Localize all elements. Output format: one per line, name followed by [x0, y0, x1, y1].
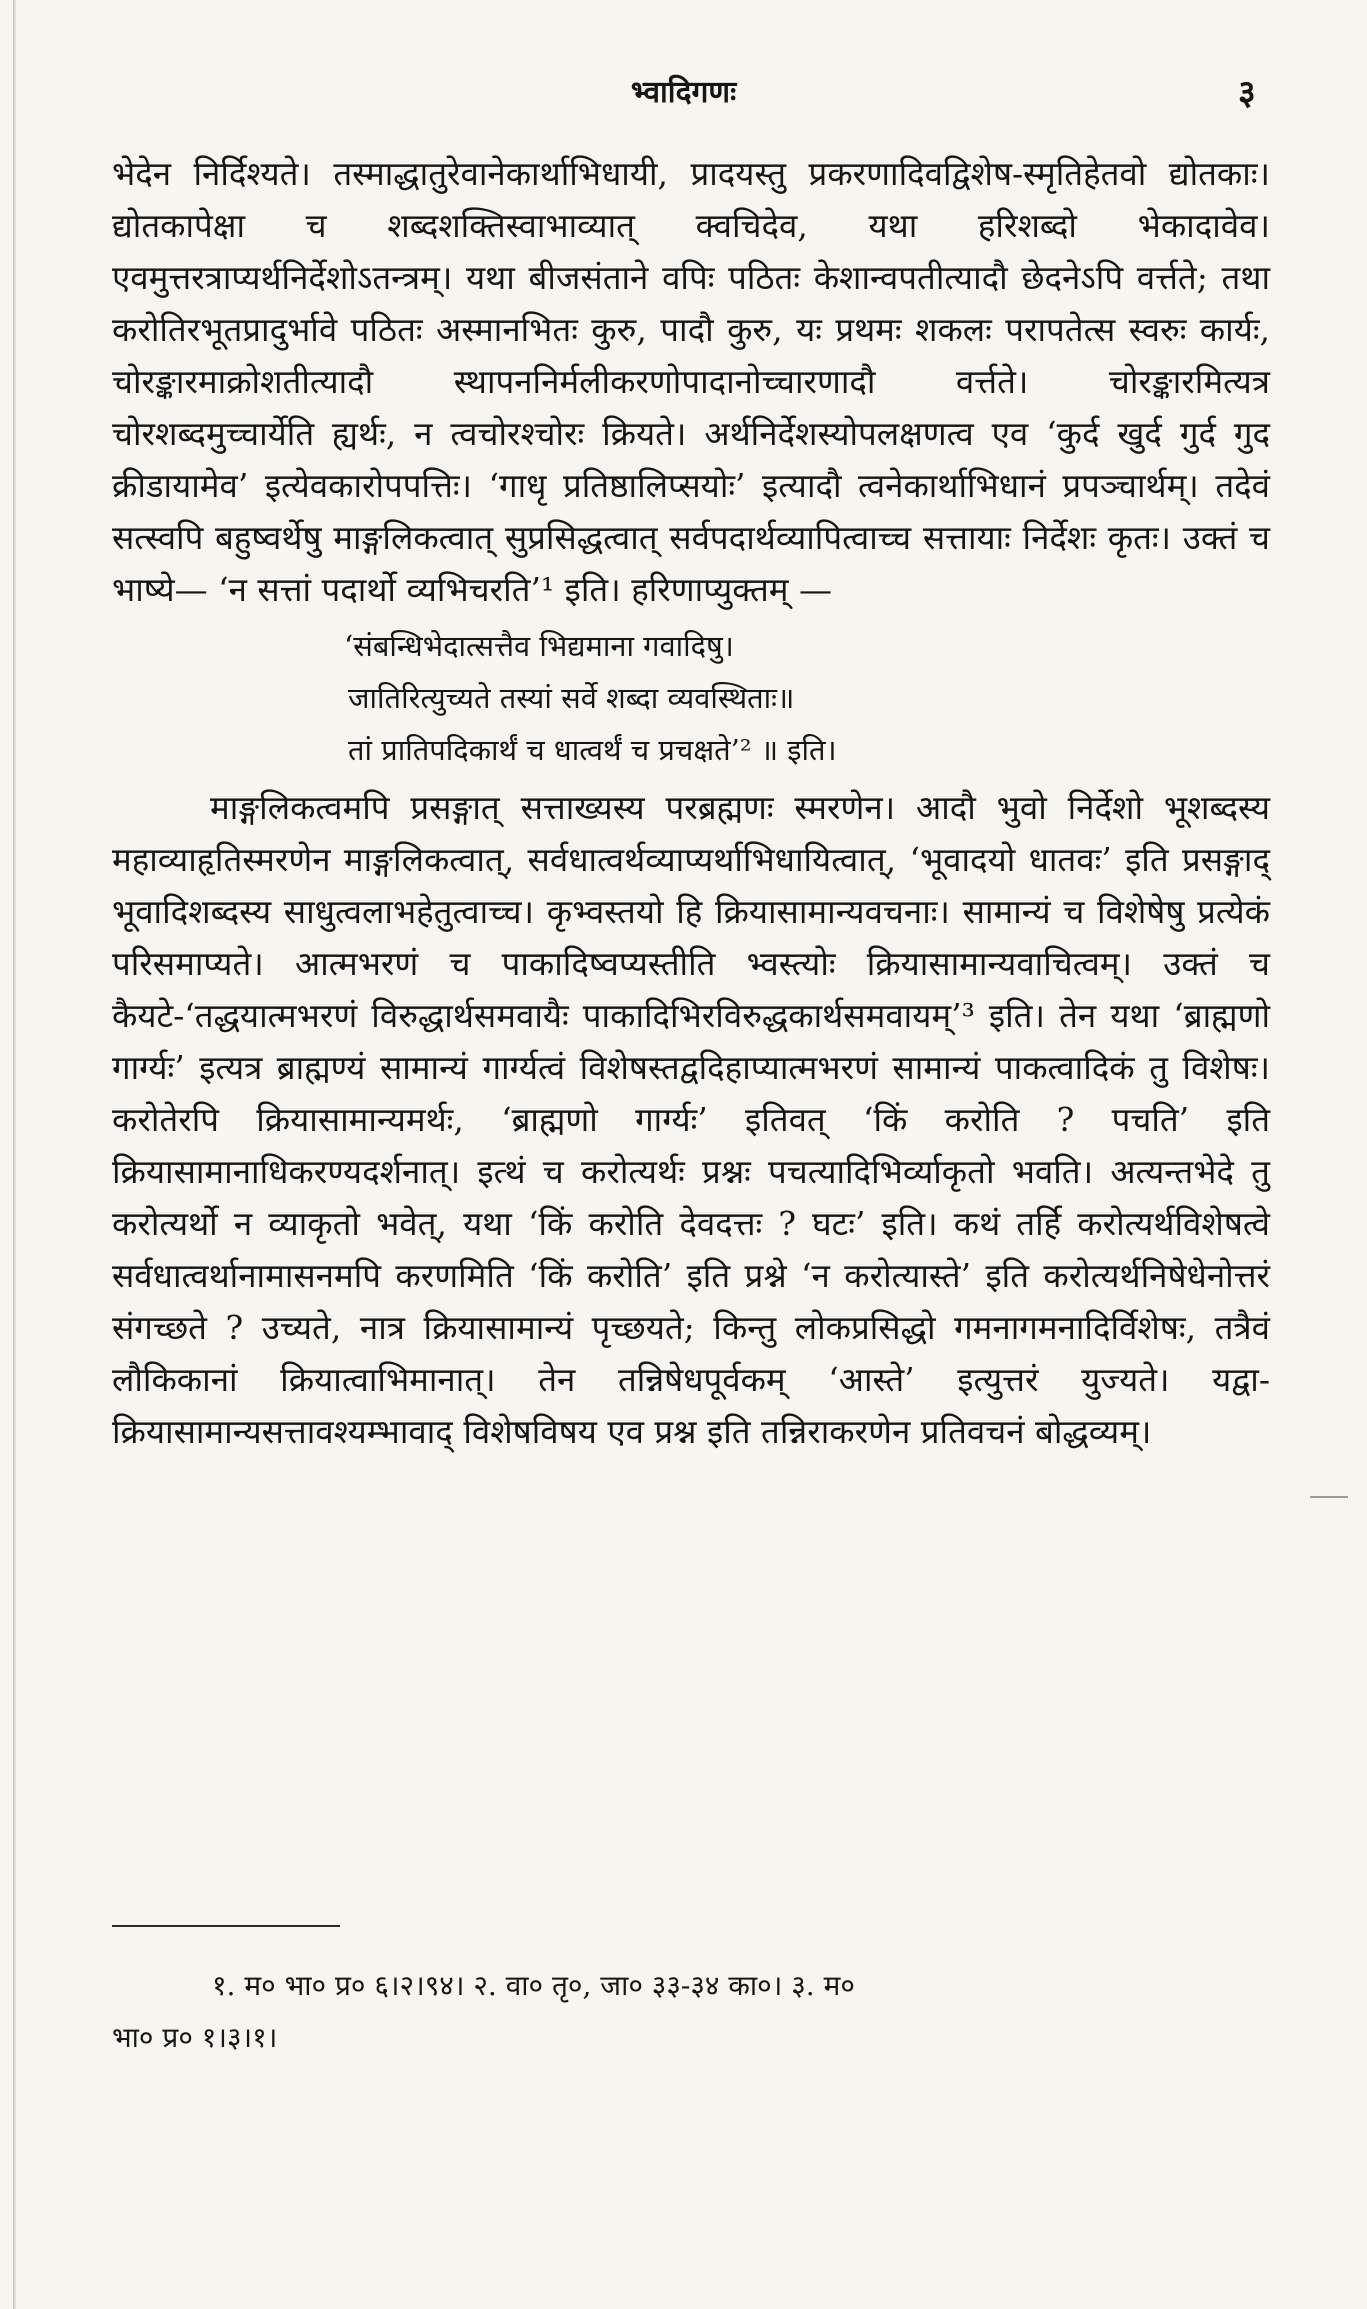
- section-title: भ्वादिगणः: [630, 75, 737, 110]
- verse-line-1: ‘संबन्धिभेदात्सत्तैव भिद्यमाना गवादिषु।: [344, 629, 734, 663]
- page-number: ३: [1238, 73, 1256, 113]
- running-header: [0, 64, 1367, 124]
- footnote-line-2: भा० प्र० १।३।१।: [112, 2021, 278, 2054]
- verse-line-2: जातिरित्युच्यते तस्यां सर्वे शब्दा व्यवस्थिताः॥: [348, 681, 795, 715]
- footnotes: [112, 1960, 1270, 2064]
- binding-edge: [13, 0, 16, 2309]
- margin-mark: [1310, 1496, 1348, 1498]
- footnote-separator: [112, 1925, 340, 1927]
- paragraph-1: भेदेन निर्दिश्यते। तस्माद्धातुरेवानेकार्थाभिधायी, प्रादयस्तु प्रकरणादिवद्विशेष-स्मृतिहेतवो द्योतकाः। द्योतकापेक्षा च शब्दशक्तिस्वाभाव्यात् क्वचिदेव, यथा हरिशब्दो भेकादावेव। एवमुत्तरत्राप्यर्थनिर्देशोऽतन्त्रम्। यथा बीजसंताने वपिः पठितः केशान्वपतीत्यादौ छेदनेऽपि वर्त्तते; तथा करोतिरभूतप्रादुर्भावे पठितः अस्मानभितः कुरु, पादौ कुरु, यः प्रथमः शकलः परापतेत्स स्वरुः कार्यः, चोरङ्कारमाक्रोशतीत्यादौ स्थापननिर्मलीकरणोपादानोच्चारणादौ वर्त्तते। चोरङ्कारमित्यत्र चोरशब्दमुच्चार्येति ह्यर्थः, न त्वचोरश्चोरः क्रियते। अर्थनिर्देशस्योपलक्षणत्व एव ‘कुर्द खुर्द गुर्द गुद क्रीडायामेव’ इत्येवकारोपपत्तिः। ‘गाधृ प्रतिष्ठालिप्सयोः’ इत्यादौ त्वनेकार्थाभिधानं प्रपञ्चार्थम्। तदेवं सत्स्वपि बहुष्वर्थेषु माङ्गलिकत्वात् सुप्रसिद्धत्वात् सर्वपदार्थव्यापित्वाच्च सत्तायाः निर्देशः कृतः। उक्तं च भाष्ये— ‘न सत्तां पदार्थो व्यभिचरति’¹ इति। हरिणाप्युक्तम् —: [112, 154, 1270, 609]
- main-text: [112, 148, 1270, 1458]
- quoted-verse: [112, 620, 1270, 776]
- verse-line-3: तां प्रातिपदिकार्थं च धात्वर्थं च प्रचक्षते’² ॥ इति।: [348, 733, 837, 767]
- footnote-line-1: १. म० भा० प्र० ६।२।९४। २. वा० तृ०, जा० ३३-३४ का०। ३. म०: [212, 1969, 855, 2002]
- paragraph-2: माङ्गलिकत्वमपि प्रसङ्गात् सत्ताख्यस्य परब्रह्मणः स्मरणेन। आदौ भुवो निर्देशो भूशब्दस्य महाव्याहृतिस्मरणेन माङ्गलिकत्वात्, सर्वधात्वर्थव्याप्यर्थाभिधायित्वात्, ‘भूवादयो धातवः’ इति प्रसङ्गाद् भूवादिशब्दस्य साधुत्वलाभहेतुत्वाच्च। कृभ्वस्तयो हि क्रियासामान्यवचनाः। सामान्यं च विशेषेषु प्रत्येकं परिसमाप्यते। आत्मभरणं च पाकादिष्वप्यस्तीति भ्वस्त्योः क्रियासामान्यवाचित्वम्। उक्तं च कैयटे-‘तद्धयात्मभरणं विरुद्धार्थसमवायैः पाकादिभिरविरुद्धकार्थसमवायम्’³ इति। तेन यथा ‘ब्राह्मणो गार्ग्यः’ इत्यत्र ब्राह्मण्यं सामान्यं गार्ग्यत्वं विशेषस्तद्वदिहाप्यात्मभरणं सामान्यं पाकत्वादिकं तु विशेषः। करोतेरपि क्रियासामान्यमर्थः, ‘ब्राह्मणो गार्ग्यः’ इतिवत् ‘किं करोति ? पचति’ इति क्रियासामानाधिकरण्यदर्शनात्। इत्थं च करोत्यर्थः प्रश्नः पचत्यादिभिर्व्याकृतो भवति। अत्यन्तभेदे तु करोत्यर्थो न व्याकृतो भवेत्, यथा ‘किं करोति देवदत्तः ? घटः’ इति। कथं तर्हि करोत्यर्थविशेषत्वे सर्वधात्वर्थानामासनमपि करणमिति ‘किं करोति’ इति प्रश्ने ‘न करोत्यास्ते’ इति करोत्यर्थनिषेधेनोत्तरं संगच्छते ? उच्यते, नात्र क्रियासामान्यं पृच्छयते; किन्तु लोकप्रसिद्धो गमनागमनादिर्विशेषः, तत्रैवं लौकिकानां क्रियात्वाभिमानात्। तेन तन्निषेधपूर्वकम् ‘आस्ते’ इत्युत्तरं युज्यते। यद्वा-क्रियासामान्यसत्तावश्यम्भावाद् विशेषविषय एव प्रश्न इति तन्निराकरणेन प्रतिवचनं बोद्धव्यम्।: [112, 788, 1270, 1451]
